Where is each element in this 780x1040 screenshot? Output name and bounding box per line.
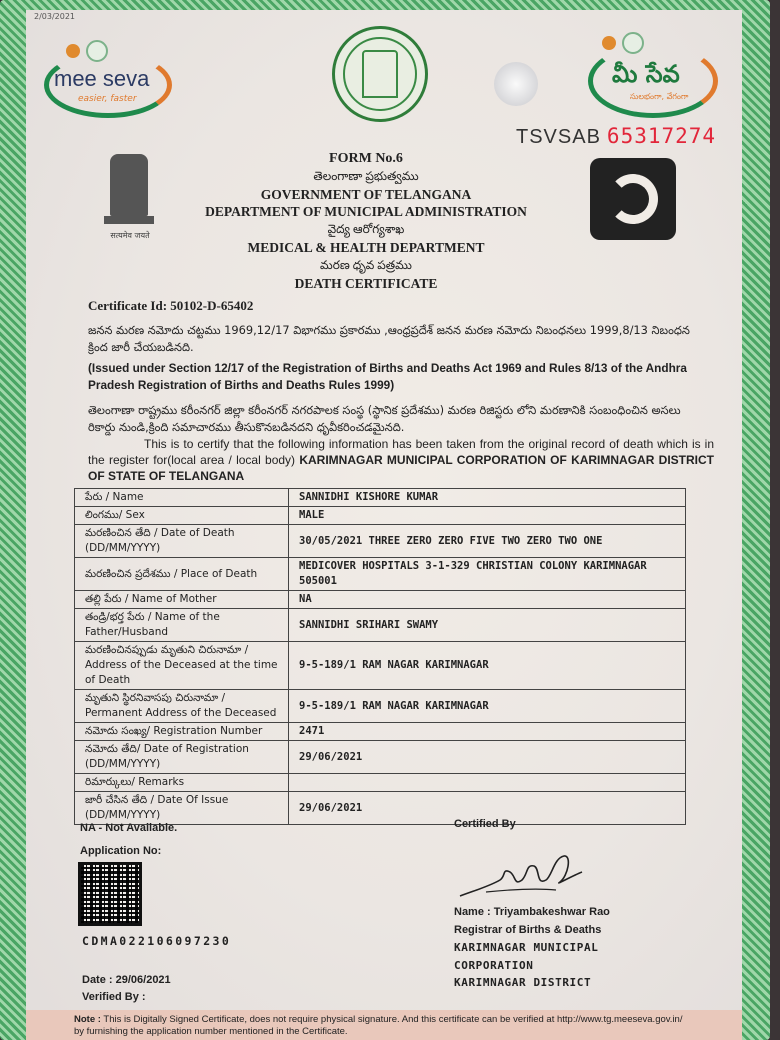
table-row: పేరు / Name SANNIDHI KISHORE KUMAR: [75, 489, 686, 507]
qr-code-icon: [78, 862, 142, 926]
registrar-name: Name : Triyambakeshwar Rao: [454, 906, 610, 918]
registrar-office: KARIMNAGAR MUNICIPAL: [454, 941, 599, 954]
telugu-record-note: తెలంగాణా రాష్ట్రము కరీంనగర్ జిల్లా కరీంనగర్ నగరపాలక సంస్థ (స్థానిక ప్రదేశము) మరణ రిజిస్టరు లోని మరణానికి సంబంధించిన అసలు రికార్డు నుండి,క్రింది సమాచారము తీసుకొనబడినదని ధృవీకరించడమైనది.: [88, 403, 681, 434]
ashoka-emblem-icon: [98, 148, 160, 244]
registrar-signature-icon: [456, 846, 596, 906]
table-row: నమోదు తేది/ Date of Registration (DD/MM/YYYY) 29/06/2021: [75, 741, 686, 774]
english-intro: (Issued under Section 12/17 of the Registration of Births and Deaths Act 1969 and Rules 8/13 of the Andhra Pradesh Registration of Births and Deaths Rules 1999): [88, 361, 687, 392]
globe-icon: [86, 40, 108, 62]
department-english: DEPARTMENT OF MUNICIPAL ADMINISTRATION: [205, 204, 527, 219]
meeseva-logo-left: [40, 36, 180, 128]
telugu-intro: జనన మరణ నమోదు చట్టము 1969,12/17 విభాగము ప్రకారము ,ఆంధ్రప్రదేశ్ జనన మరణ నమోదు నిబంధనలు 1999,8/13 నిబంధన క్రింద జారీ చేయబడినది.: [88, 323, 690, 354]
certify-statement: This is to certify that the following information has been taken from the original record of death which is in the register for(local area / local body) KARIMNAGAR MUNICIPAL CORPORATION OF KARIMNAGAR DISTRICT OF STATE OF TELANGANA: [88, 437, 714, 483]
issue-date: Date : 29/06/2021: [82, 974, 171, 986]
digital-signature-note: Note : This is Digitally Signed Certificate, does not require physical signature. And this certificate can be verified at http://www.tg.meeseva.gov.in/ by furnishing the application number mentioned in the Certificate.: [74, 1014, 683, 1037]
government-telugu: తెలంగాణా ప్రభుత్వము: [313, 169, 419, 183]
registrar-title: Registrar of Births & Deaths: [454, 923, 602, 936]
table-row: నమోదు సంఖ్య/ Registration Number 2471: [75, 723, 686, 741]
meeseva-tagline: easier, faster: [78, 94, 137, 104]
table-row: లింగము/ Sex MALE: [75, 507, 686, 525]
table-row: తల్లి పేరు / Name of Mother NA: [75, 591, 686, 609]
form-number: FORM No.6: [329, 151, 403, 166]
local-body-name: KARIMNAGAR MUNICIPAL CORPORATION OF KARIMNAGAR DISTRICT OF STATE OF TELANGANA: [88, 453, 714, 483]
table-row: మరణించినప్పుడు మృతుని చిరునామా / Address of the Deceased at the time of Death 9-5-189/1 RAM NAGAR KARIMNAGAR: [75, 642, 686, 690]
registrar-district: KARIMNAGAR DISTRICT: [454, 976, 592, 989]
smile-icon: [66, 44, 80, 58]
meeseva-logo-right: [586, 30, 724, 122]
registrar-block: [454, 904, 610, 992]
death-certificate-telugu: మరణ ధృవ పత్రము: [320, 258, 412, 272]
emblem-motto: सत्यमेव जयते: [110, 231, 150, 240]
serial-digits: 65317274: [606, 124, 717, 148]
globe-icon: [622, 32, 644, 54]
meeseva-brand: mee seva: [54, 66, 150, 91]
registrar-office-2: CORPORATION: [454, 958, 534, 972]
hologram-seal-icon: [494, 62, 538, 106]
certificate-headings: [166, 150, 566, 292]
smile-icon: [602, 36, 616, 50]
table-row: రిమార్కులు/ Remarks: [75, 774, 686, 792]
table-row: మృతుని స్థిరనివాసపు చిరునామా / Permanent Address of the Deceased 9-5-189/1 RAM NAGAR KARIMNAGAR: [75, 690, 686, 723]
certified-by: Certified By: [454, 818, 516, 830]
table-row: జారీ చేసిన తేది / Date Of Issue (DD/MM/YYYY) 29/06/2021: [75, 792, 686, 825]
serial-number: [516, 124, 716, 149]
table-row: తండ్రి/భర్త పేరు / Name of the Father/Husband SANNIDHI SRIHARI SWAMY: [75, 609, 686, 642]
certificate-id: Certificate Id: 50102-D-65402: [88, 298, 254, 313]
meeseva-swirl-logo-icon: [590, 158, 676, 240]
table-row: మరణించిన తేది / Date of Death (DD/MM/YYYY) 30/05/2021 THREE ZERO ZERO FIVE TWO ZERO TWO ONE: [75, 525, 686, 558]
corner-date: 2/03/2021: [34, 12, 76, 21]
details-table: [74, 488, 686, 825]
meeseva-tagline-telugu: సులభంగా, వేగంగా: [630, 92, 689, 101]
health-dept-english: MEDICAL & HEALTH DEPARTMENT: [247, 240, 485, 255]
application-label: Application No:: [80, 845, 162, 857]
na-note: NA - Not Available.: [80, 822, 178, 834]
death-certificate-title: DEATH CERTIFICATE: [294, 276, 438, 291]
government-english: GOVERNMENT OF TELANGANA: [260, 187, 472, 202]
serial-prefix: TSVSAB: [516, 126, 601, 148]
certificate-sheet: [26, 10, 742, 1040]
meeseva-brand-telugu: మీ సేవ: [612, 60, 680, 88]
health-dept-telugu: వైద్య ఆరోగ్యశాఖ: [327, 222, 405, 236]
application-number: CDMA022106097230: [82, 934, 232, 948]
verified-by: Verified By :: [82, 991, 146, 1003]
telangana-emblem-icon: [332, 26, 428, 122]
table-row: మరణించిన ప్రదేశము / Place of Death MEDICOVER HOSPITALS 3-1-329 CHRISTIAN COLONY KARIMNAGAR 505001: [75, 558, 686, 591]
